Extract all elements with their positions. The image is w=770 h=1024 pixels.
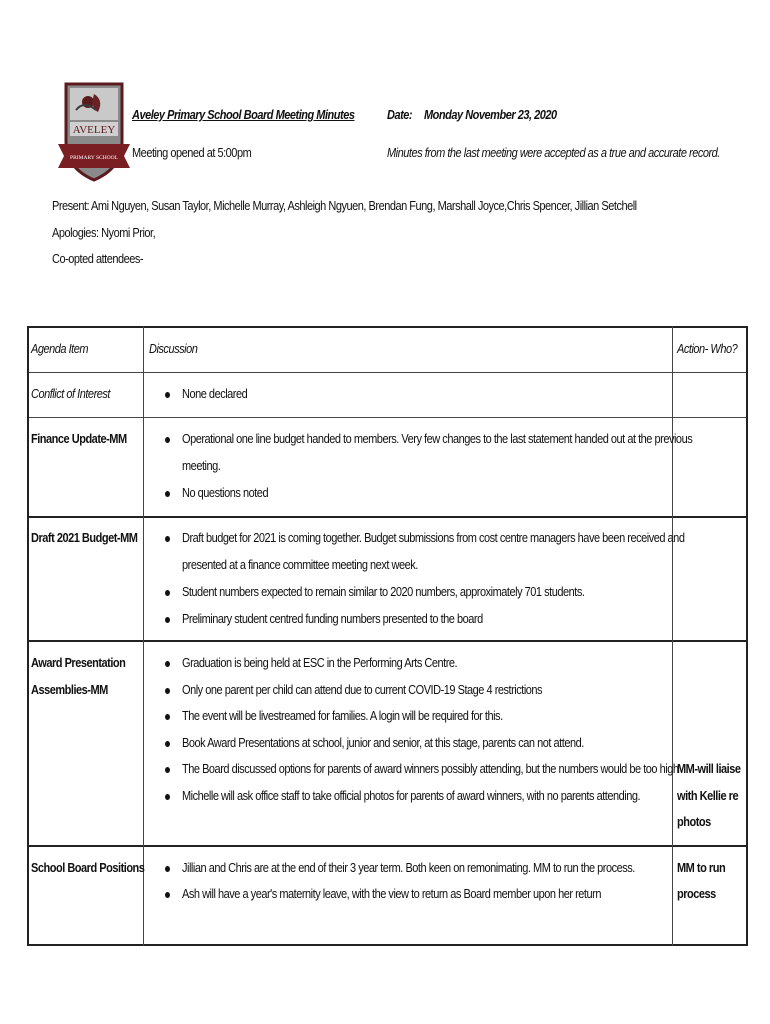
bullet-icon bbox=[165, 437, 170, 443]
meeting-opened: Meeting opened at 5:00pm bbox=[132, 146, 252, 160]
agenda-conflict-of-interest: Conflict of Interest bbox=[31, 387, 110, 401]
action-award: photos bbox=[677, 815, 711, 829]
discussion-line: Preliminary student centred funding numbers presented to the board bbox=[182, 612, 483, 626]
discussion-line: No questions noted bbox=[182, 486, 269, 500]
discussion-line: The event will be livestreamed for families. A login will be required for this. bbox=[182, 709, 503, 723]
bullet-icon bbox=[165, 491, 170, 497]
bullet-icon bbox=[165, 536, 170, 542]
discussion-line: The Board discussed options for parents of award winners possibly attending, but the numbers would be too high bbox=[182, 762, 679, 776]
discussion-line: Michelle will ask office staff to take official photos for parents of award winners, with no parents attending. bbox=[182, 789, 641, 803]
bullet-icon bbox=[165, 392, 170, 398]
discussion-line: Jillian and Chris are at the end of their 3 year term. Both keen on remonimating. MM to run the process. bbox=[182, 861, 635, 875]
bullet-icon bbox=[165, 892, 170, 898]
discussion-line: Student numbers expected to remain similar to 2020 numbers, approximately 701 students. bbox=[182, 585, 585, 599]
discussion-line: Only one parent per child can attend due to current COVID-19 Stage 4 restrictions bbox=[182, 683, 543, 697]
header-action: Action- Who? bbox=[677, 342, 738, 356]
school-logo bbox=[58, 80, 130, 184]
date-label: Date: bbox=[387, 108, 413, 122]
discussion-line: Graduation is being held at ESC in the Performing Arts Centre. bbox=[182, 656, 458, 670]
bullet-icon bbox=[165, 866, 170, 872]
bullet-icon bbox=[165, 741, 170, 747]
action-award: MM-will liaise bbox=[677, 762, 741, 776]
coopted-attendees: Co-opted attendees- bbox=[52, 252, 144, 266]
bullet-icon bbox=[165, 661, 170, 667]
header-discussion: Discussion bbox=[149, 342, 198, 356]
header-agenda-item: Agenda Item bbox=[31, 342, 89, 356]
discussion-line: Operational one line budget handed to members. Very few changes to the last statement handed out at the previous bbox=[182, 432, 693, 446]
agenda-draft-budget: Draft 2021 Budget-MM bbox=[31, 531, 138, 545]
bullet-icon bbox=[165, 767, 170, 773]
logo-text: AVELEY bbox=[72, 124, 116, 136]
agenda-award-presentation: Award Presentation bbox=[31, 656, 126, 670]
logo-banner-text: PRIMARY SCHOOL bbox=[70, 155, 118, 161]
meeting-date: Monday November 23, 2020 bbox=[424, 108, 557, 122]
discussion-line: presented at a finance committee meeting next week. bbox=[182, 558, 418, 572]
apologies: Apologies: Nyomi Prior, bbox=[52, 226, 156, 240]
discussion-line: meeting. bbox=[182, 459, 221, 473]
document-title: Aveley Primary School Board Meeting Minutes bbox=[132, 108, 355, 122]
action-board: MM to run bbox=[677, 861, 726, 875]
bullet-icon bbox=[165, 590, 170, 596]
discussion-line: Ash will have a year's maternity leave, with the view to return as Board member upon her return bbox=[182, 887, 601, 901]
agenda-school-board-positions: School Board Positions bbox=[31, 861, 145, 875]
bullet-icon bbox=[165, 688, 170, 694]
bullet-icon bbox=[165, 794, 170, 800]
discussion-line: Draft budget for 2021 is coming together. Budget submissions from cost centre managers have been received and bbox=[182, 531, 685, 545]
agenda-finance-update: Finance Update-MM bbox=[31, 432, 127, 446]
minutes-accepted-note: Minutes from the last meeting were accepted as a true and accurate record. bbox=[387, 146, 720, 160]
bullet-icon bbox=[165, 617, 170, 623]
action-award: with Kellie re bbox=[677, 789, 739, 803]
bullet-icon bbox=[165, 714, 170, 720]
discussion-line: Book Award Presentations at school, junior and senior, at this stage, parents can not attend. bbox=[182, 736, 584, 750]
minutes-table bbox=[27, 326, 748, 946]
discussion-line: None declared bbox=[182, 387, 248, 401]
action-board: process bbox=[677, 887, 716, 901]
present-list: Present: Ami Nguyen, Susan Taylor, Michelle Murray, Ashleigh Ngyuen, Brendan Fung, Marshall Joyce,Chris Spencer, Jillian Setchell bbox=[52, 199, 637, 213]
agenda-award-presentation-2: Assemblies-MM bbox=[31, 683, 108, 697]
